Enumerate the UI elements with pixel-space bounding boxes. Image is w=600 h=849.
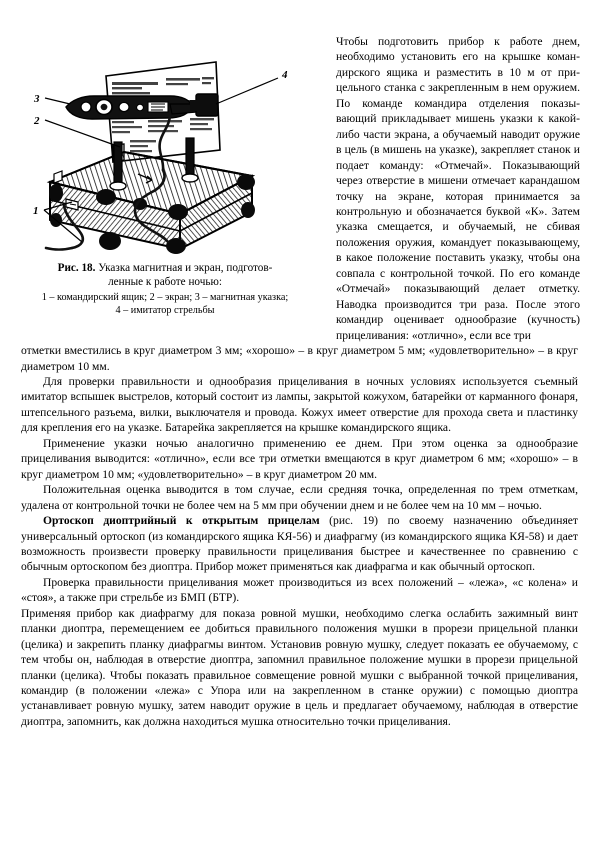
magnetic-pointer <box>66 96 198 119</box>
paragraph-1: отметки вместились в круг диаметром 3 мм; «хорошо» – в круг диаметром 5 мм; «удовлетворительно» – в круг диаметром 10 мм. <box>21 344 578 373</box>
paragraph-6: Проверка правильности прицеливания может производиться из всех положений – «лежа», «с колена» и «стоя», а также при стрельбе из БМП (БТР). <box>21 575 578 605</box>
ortoscope-heading: Ортоскоп диоптрийный к открытым прицелам <box>43 514 320 528</box>
figure-caption-text: Указка магнитная и экран, подготов- <box>95 262 273 274</box>
figure-legend-line-2: 4 – имитатор стрельбы <box>115 305 215 317</box>
figure-legend-line-1: 1 – командирский ящик; 2 – экран; 3 – магнитная указка; <box>41 292 289 304</box>
callout-3: 3 <box>34 93 40 105</box>
body-text <box>0 343 600 729</box>
callout-2: 2 <box>34 115 40 127</box>
callout-1: 1 <box>33 205 39 217</box>
paragraph-5 <box>21 513 578 575</box>
paragraph-3: Применение указки ночью аналогично применению ее днем. При этом оценка за однообразие прицеливания выводится: «отлично», если все три отметки вмещаются в круг диаметром 6 мм; «хорошо» – в круг диаметром 10 мм; «удовлетворительно» – в круг диаметром 20 мм. <box>21 436 578 481</box>
callout-4: 4 <box>282 69 288 81</box>
figure-caption <box>10 262 320 289</box>
paragraph-7: Применяя прибор как диафрагму для показа ровной мушки, необходимо слегка ослабить зажимный винт планки диоптра, перемещением ее добиться правильного положения мушки в прорези прицельной планки (целика) и закрепить планку диафрагмы винтом. Установив ровную мушку, следует показать ее обучаемому, с тем чтобы он, наблюдая в отверстие диоптра, запомнил правильное положение мушки в прорези прицельной планки (целика). Чтобы показать правильное совмещение ровной мушки с выбранной точкой прицеливания, командир (в положении «лежа» с Упора или на закрепленном в станке оружии) с помощью диоптра устанавливает ровную мушку, затем наводит оружие в цель и предлагает обучаемому, наблюдая в отверстие диоптра, запомнить, как должна находиться мушка относительно точки прицеливания. <box>21 606 578 728</box>
paragraph-2: Для проверки правильности и однообразия прицеливания в ночных условиях используется съемный имитатор вспышек выстрелов, который состоит из лампы, закрытой кожухом, батарейки от карманного фонаря, штепсельного разъема, вилки, выключателя и провода. Кожух имеет отверстие для прохода света и пластинку для крепления его на указке. Батарейка закрепляется на крышке командирского ящика. <box>21 374 578 435</box>
figure-caption-line2: ленные к работе ночью: <box>108 275 222 288</box>
paragraph-5-rest: (рис. 19) по своему назначению объединяет универсальный ортоскоп (из командирского ящика КЯ-56) и диафрагму (из командирского ящика КЯ-58) и дает возможность произвести проверку правильности прицеливания быстрее и качественнее по сравнению с обычным ортоскопом без диоптра. Прибор может применяться как диафрагма и как обычный ортоскоп. <box>21 514 578 574</box>
figure-number: Рис. 18. <box>57 262 96 274</box>
magnetic-pointer-and-screen-drawing <box>20 34 310 256</box>
figure-illustration <box>20 34 310 256</box>
figure-legend <box>10 291 320 317</box>
paragraph-4: Положительная оценка выводится в том случае, если средняя точка, определенная по трем отметкам, удалена от контрольной точки не более чем на 5 мм при обучении днем и не более чем на 10 мм – ночью. <box>21 483 578 512</box>
right-column-paragraph: Чтобы подготовить прибор к работе днем, необходимо установить его на крышке командирского ящика и разместить в 10 м от прицельного станка с закрепленным в нем оружием. По команде командира отделения показывающий прикладывает мишень указки к какой-либо части экрана, а обучаемый наводит оружие в цель (в мишень на указке), закрепляет станок и подает команду: «Отмечай». Показывающий через отверстие в мишени отмечает карандашом точку на экране, которая принимается за контрольную и обозначается буквой «К». Затем указка смещается, и обучаемый, не сбивая положения оружия, командует показывающему, в какое положение поставить указку, чтобы она совпала с контрольной точкой. По его команде «Отмечай» показывающий делает отметку. Наводка производится три раза. После этого командир оценивает однообразие (кучность) прицеливания: «отлично», если все три <box>336 35 580 342</box>
figure-18 <box>10 34 320 317</box>
